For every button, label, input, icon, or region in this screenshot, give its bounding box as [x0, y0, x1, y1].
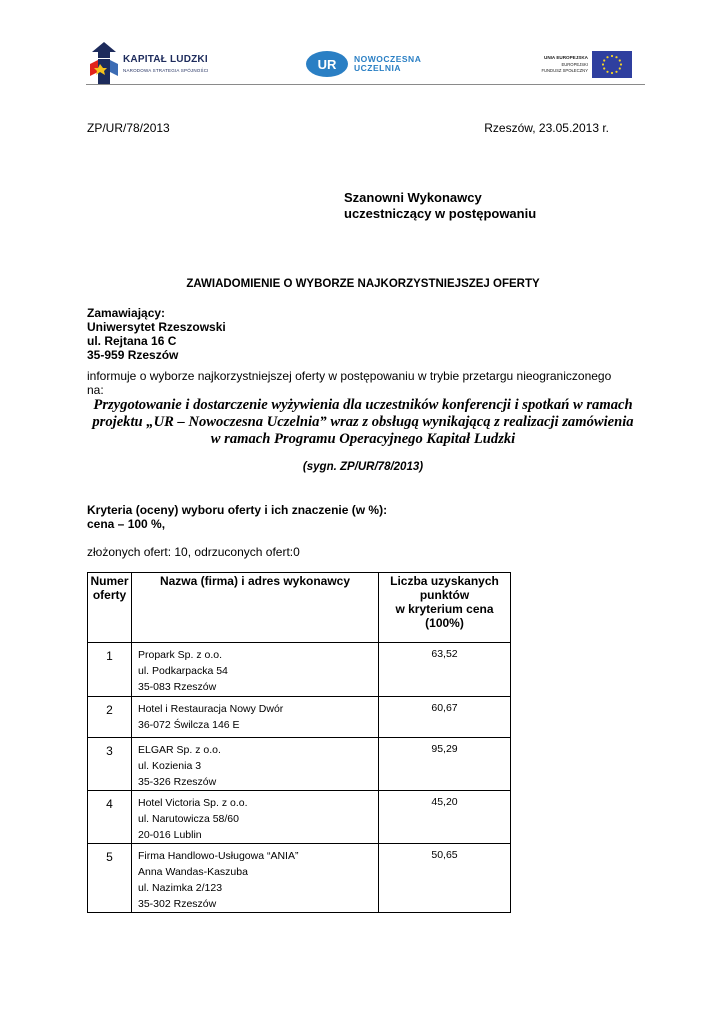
offer-points: 50,65: [379, 844, 511, 913]
offer-number: 4: [88, 791, 132, 844]
kapital-ludzki-subtitle: NARODOWA STRATEGIA SPÓJNOŚCI: [123, 68, 209, 73]
criteria-line2: cena – 100 %,: [87, 517, 166, 531]
addressee-line2: uczestniczący w postępowaniu: [344, 206, 537, 221]
eu-logo-line1: UNIA EUROPEJSKA: [544, 55, 588, 60]
contractor-details: Hotel Victoria Sp. z o.o. ul. Narutowicza 58/60 20-016 Lublin: [132, 791, 379, 844]
offers-table: [87, 572, 511, 913]
contractor-details: Firma Handlowo-Usługowa “ANIA” Anna Wandas-Kaszuba ul. Nazimka 2/123 35-302 Rzeszów: [132, 844, 379, 913]
header-divider: [86, 84, 645, 85]
offer-points: 95,29: [379, 738, 511, 791]
eu-logo-line2: EUROPEJSKI: [561, 62, 588, 67]
eu-logo: [532, 51, 632, 79]
offer-number: 1: [88, 643, 132, 697]
header-contractor: Nazwa (firma) i adres wykonawcy: [132, 573, 379, 643]
criteria-line1: Kryteria (oceny) wyboru oferty i ich znaczenie (w %):: [87, 503, 388, 517]
buyer-city: 35-959 Rzeszów: [87, 348, 179, 362]
kapital-ludzki-title: KAPITAŁ LUDZKI: [123, 54, 208, 65]
document-title: ZAWIADOMIENIE O WYBORZE NAJKORZYSTNIEJSZEJ OFERTY: [186, 278, 540, 290]
contractor-details: ELGAR Sp. z o.o. ul. Kozienia 3 35-326 Rzeszów: [132, 738, 379, 791]
table-row: [88, 738, 511, 791]
buyer-name: Uniwersytet Rzeszowski: [87, 320, 226, 334]
subject-line2: projektu „UR – Nowoczesna Uczelnia” wraz z obsługą wynikającą z realizacji zamówienia: [92, 414, 634, 430]
kapital-ludzki-emblem-icon: [88, 42, 120, 84]
offer-number: 5: [88, 844, 132, 913]
subject-line3: w ramach Programu Operacyjnego Kapitał Ludzki: [210, 431, 516, 447]
contractor-details: Propark Sp. z o.o. ul. Podkarpacka 54 35-083 Rzeszów: [132, 643, 379, 697]
offer-points: 45,20: [379, 791, 511, 844]
kapital-ludzki-logo: [88, 42, 228, 84]
offer-number: 2: [88, 697, 132, 738]
header-offer-number: Numer oferty: [88, 573, 132, 643]
document-reference: ZP/UR/78/2013: [87, 121, 170, 135]
eu-logo-line3: FUNDUSZ SPOŁECZNY: [541, 68, 588, 73]
nowoczesna-uczelnia-logo: [305, 50, 435, 80]
offer-points: 63,52: [379, 643, 511, 697]
ur-badge-text: UR: [317, 57, 337, 72]
place-and-date: Rzeszów, 23.05.2013 r.: [484, 121, 609, 135]
subject-line1: Przygotowanie i dostarczenie wyżywienia dla uczestników konferencji i spotkań w ramach: [93, 397, 633, 413]
table-row: [88, 791, 511, 844]
buyer-label: Zamawiający:: [87, 306, 166, 320]
ur-logo-line1: NOWOCZESNA: [354, 54, 422, 64]
table-row: [88, 697, 511, 738]
ur-logo-line2: UCZELNIA: [354, 63, 401, 73]
buyer-street: ul. Rejtana 16 C: [87, 334, 177, 348]
case-signature: (sygn. ZP/UR/78/2013): [302, 461, 424, 473]
addressee-line1: Szanowni Wykonawcy: [344, 190, 482, 205]
contractor-details: Hotel i Restauracja Nowy Dwór 36-072 Świlcza 146 E: [132, 697, 379, 738]
ur-badge-icon: [305, 50, 349, 78]
offers-summary: złożonych ofert: 10, odrzuconych ofert:0: [87, 545, 300, 559]
table-header-row: [88, 573, 511, 643]
table-row: [88, 844, 511, 913]
intro-line1: informuje o wyborze najkorzystniejszej oferty w postępowaniu w trybie przetargu nieograniczonego: [87, 369, 612, 383]
header-points: Liczba uzyskanych punktów w kryterium cena (100%): [379, 573, 511, 643]
offer-points: 60,67: [379, 697, 511, 738]
offer-number: 3: [88, 738, 132, 791]
eu-flag-icon: [592, 51, 632, 78]
table-row: [88, 643, 511, 697]
intro-line2: na:: [87, 383, 104, 397]
